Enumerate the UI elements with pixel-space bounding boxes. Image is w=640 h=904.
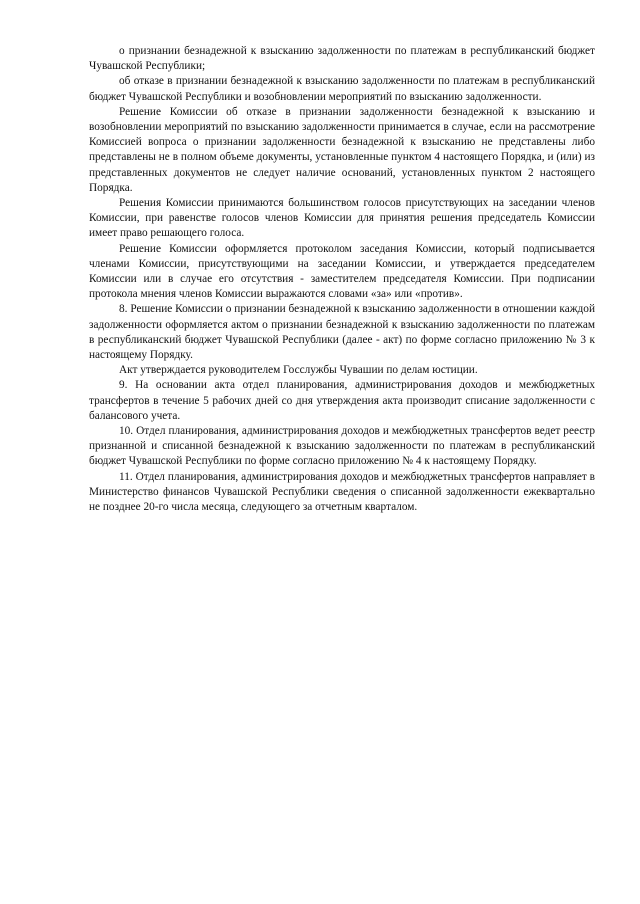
paragraph-item-8: 8. Решение Комиссии о признании безнадежной к взысканию задолженности в отношении каждой задолженности оформляется актом о признании безнадежной к взысканию задолженности по платежам в республиканский бюджет Чувашской Республики (далее - акт) по форме согласно приложению № 3 к настоящему Порядку.	[89, 303, 595, 362]
paragraph-item-10: 10. Отдел планирования, администрирования доходов и межбюджетных трансфертов ведет реестр признанной и списанной безнадежной к взысканию задолженности по платежам в республиканский бюджет Чувашской Республики по форме согласно приложению № 4 к настоящему Порядку.	[89, 425, 595, 468]
paragraph-refusal-conditions: Решение Комиссии об отказе в признании задолженности безнадежной к взысканию и возобновлении мероприятий по взысканию задолженности принимается в случае, если на рассмотрение Комиссией вопроса о признании задолженности безнадежной к взысканию не представлены либо представлены не в полном объеме документы, установленные пунктом 4 настоящего Порядка, и (или) из представленных документов не следует наличие оснований, установленных пунктом 2 настоящего Порядка.	[89, 105, 595, 194]
paragraph-item-9: 9. На основании акта отдел планирования, администрирования доходов и межбюджетных трансфертов в течение 5 рабочих дней со дня утверждения акта производит списание задолженности с балансового учета.	[89, 379, 595, 422]
document-page	[89, 44, 595, 515]
paragraph-voting-rules: Решения Комиссии принимаются большинством голосов присутствующих на заседании членов Комиссии, при равенстве голосов членов Комиссии для принятия решения председатель Комиссии имеет право решающего голоса.	[89, 197, 595, 240]
paragraph-protocol: Решение Комиссии оформляется протоколом заседания Комиссии, который подписывается членами Комиссии, присутствующими на заседании Комиссии, и утверждается председателем Комиссии или в случае его отсутствия - заместителем председателя Комиссии. При подписании протокола мнения членов Комиссии выражаются словами «за» или «против».	[89, 242, 595, 301]
paragraph-recognition-option: о признании безнадежной к взысканию задолженности по платежам в республиканский бюджет Чувашской Республики;	[89, 45, 595, 73]
paragraph-act-approval: Акт утверждается руководителем Госслужбы Чувашии по делам юстиции.	[119, 364, 478, 377]
paragraph-refusal-option: об отказе в признании безнадежной к взысканию задолженности по платежам в республиканский бюджет Чувашской Республики и возобновлении мероприятий по взысканию задолженности.	[89, 75, 595, 103]
paragraph-item-11: 11. Отдел планирования, администрирования доходов и межбюджетных трансфертов направляет в Министерство финансов Чувашской Республики сведения о списанной задолженности ежеквартально не позднее 20-го числа месяца, следующего за отчетным кварталом.	[89, 470, 595, 514]
